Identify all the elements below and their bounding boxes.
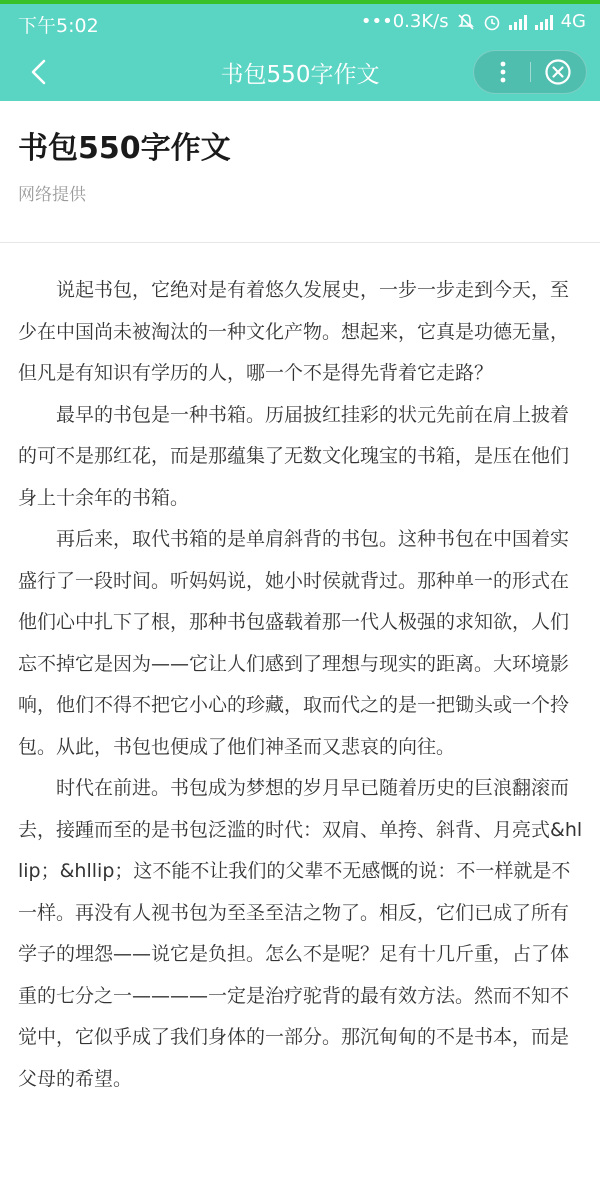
signal-icon [509,14,527,30]
network-type: 4G [560,11,586,32]
status-bar [0,4,600,42]
mute-icon [457,13,475,31]
status-time: 下午5:02 [18,15,99,37]
paragraph: 再后来，取代书箱的是单肩斜背的书包。这种书包在中国着实盛行了一段时间。听妈妈说，她小时侯就背过。那种单一的形式在他们心中扎下了根，那种书包盛载着那一代人极强的求知欲，人们忘不掉它是因为——它让人们感到了理想与现实的距离。大环境影响，他们不得不把它小心的珍藏，取而代之的是一把锄头或一个拎包。从此，书包也便成了他们神圣而又悲哀的向往。 [18,528,570,758]
header-bar [0,0,600,101]
close-button[interactable] [532,51,586,93]
article-title: 书包550字作文 [18,131,231,166]
paragraph: 说起书包，它绝对是有着悠久发展史，一步一步走到今天，至少在中国尚未被淘汰的一种文化产物。想起来，它真是功德无量，但凡是有知识有学历的人，哪一个不是得先背着它走路？ [18,279,570,384]
circle-close-icon [532,51,586,93]
paragraph: 时代在前进。书包成为梦想的岁月早已随着历史的巨浪翻滚而去，接踵而至的是书包泛滥的时代：双肩、单挎、斜背、月亮式&hllip；&hllip；这不能不让我们的父辈不无感慨的说：不一样就是不一样。再没有人视书包为至圣至洁之物了。相反，它们已成了所有学子的埋怨——说它是负担。怎么不是呢？足有十几斤重，占了体重的七分之一————一定是治疗驼背的最有效方法。然而不知不觉中，它似乎成了我们身体的一部分。那沉甸甸的不是书本，而是父母的希望。 [18,777,583,1090]
alarm-icon [483,13,501,31]
chevron-left-icon [20,52,60,92]
network-speed: •••0.3K/s [360,11,449,32]
status-icons [361,11,586,32]
nav-title: 书包550字作文 [220,62,380,88]
more-button[interactable] [474,51,530,93]
article-body [18,270,584,1100]
back-button[interactable] [20,52,60,92]
more-vertical-icon [474,51,530,93]
divider [0,242,600,243]
capsule-divider [530,62,531,82]
nav-bar [0,44,600,101]
article-source: 网络提供 [18,185,86,205]
paragraph: 最早的书包是一种书箱。历届披红挂彩的状元先前在肩上披着的可不是那红花，而是那蕴集了无数文化瑰宝的书箱，是压在他们身上十余年的书箱。 [18,403,570,509]
menu-capsule [473,50,587,94]
signal-icon-2 [535,14,553,30]
